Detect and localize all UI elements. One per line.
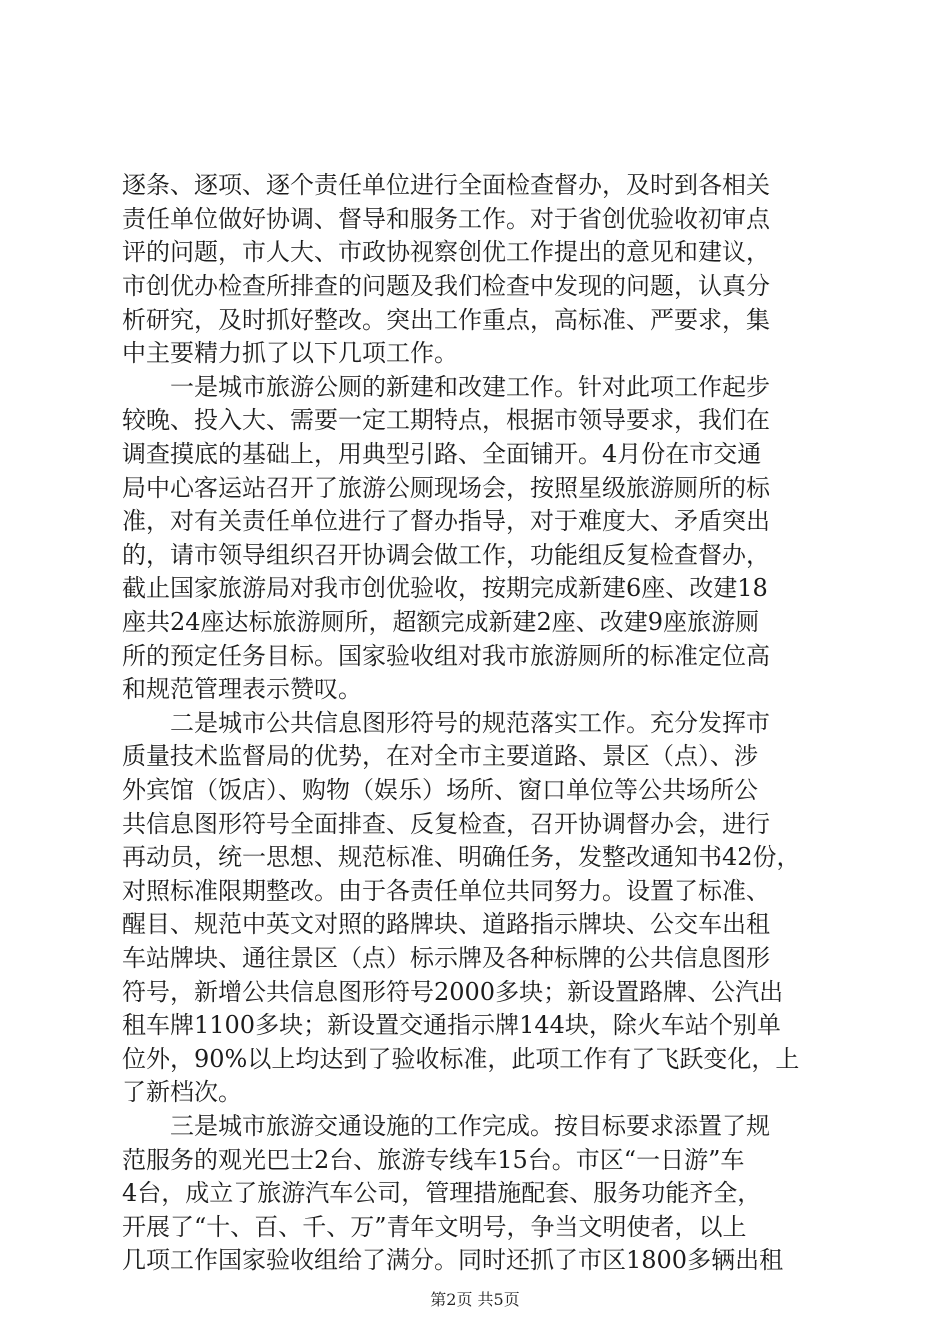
text-line: 逐条、逐项、逐个责任单位进行全面检查督办，及时到各相关 [122,171,770,199]
text-line: 租车牌1100多块；新设置交通指示牌144块，除火车站个别单 [122,1011,781,1039]
text-line: 中主要精力抓了以下几项工作。 [122,339,458,367]
text-line: 对照标准限期整改。由于各责任单位共同努力。设置了标准、 [122,877,770,905]
paragraph-first-line: 二是城市公共信息图形符号的规范落实工作。充分发挥市 [170,709,770,737]
text-line: 调查摸底的基础上，用典型引路、全面铺开。4月份在市交通 [122,440,762,468]
text-line: 座共24座达标旅游厕所，超额完成新建2座、改建9座旅游厕 [122,608,760,636]
text-line: 再动员，统一思想、规范标准、明确任务，发整改通知书42份， [122,843,801,871]
text-line: 几项工作国家验收组给了满分。同时还抓了市区1800多辆出租 [122,1246,784,1274]
text-line: 市创优办检查所排查的问题及我们检查中发现的问题，认真分 [122,272,770,300]
text-line: 所的预定任务目标。国家验收组对我市旅游厕所的标准定位高 [122,642,770,670]
text-line: 析研究，及时抓好整改。突出工作重点，高标准、严要求，集 [122,306,770,334]
text-line: 的，请市领导组织召开协调会做工作，功能组反复检查督办， [122,541,770,569]
text-line: 共信息图形符号全面排查、反复检查，召开协调督办会，进行 [122,810,770,838]
text-line: 位外，90%以上均达到了验收标准，此项工作有了飞跃变化，上 [122,1045,800,1073]
page-number: 第2页 共5页 [430,1290,520,1309]
paragraph-first-line: 三是城市旅游交通设施的工作完成。按目标要求添置了规 [170,1112,770,1140]
text-line: 较晚、投入大、需要一定工期特点，根据市领导要求，我们在 [122,406,770,434]
text-line: 范服务的观光巴士2台、旅游专线车15台。市区“一日游”车 [122,1146,745,1174]
text-line: 截止国家旅游局对我市创优验收，按期完成新建6座、改建18 [122,574,768,602]
text-line: 和规范管理表示赞叹。 [122,675,362,703]
paragraph-first-line: 一是城市旅游公厕的新建和改建工作。针对此项工作起步 [170,373,770,401]
page-footer [0,1290,950,1310]
text-line: 4台，成立了旅游汽车公司，管理措施配套、服务功能齐全， [122,1179,762,1207]
text-line: 外宾馆（饭店）、购物（娱乐）场所、窗口单位等公共场所公 [122,776,758,804]
text-line: 车站牌块、通往景区（点）标示牌及各种标牌的公共信息图形 [122,944,770,972]
text-line: 醒目、规范中英文对照的路牌块、道路指示牌块、公交车出租 [122,910,770,938]
text-line: 责任单位做好协调、督导和服务工作。对于省创优验收初审点 [122,205,770,233]
text-line: 质量技术监督局的优势，在对全市主要道路、景区（点）、涉 [122,742,758,770]
text-line: 准，对有关责任单位进行了督办指导，对于难度大、矛盾突出 [122,507,770,535]
text-line: 局中心客运站召开了旅游公厕现场会，按照星级旅游厕所的标 [122,474,770,502]
text-line: 评的问题，市人大、市政协视察创优工作提出的意见和建议， [122,238,770,266]
text-line: 了新档次。 [122,1078,242,1106]
text-line: 符号，新增公共信息图形符号2000多块；新设置路牌、公汽出 [122,978,784,1006]
text-line: 开展了“十、百、千、万”青年文明号，争当文明使者，以上 [122,1213,747,1241]
